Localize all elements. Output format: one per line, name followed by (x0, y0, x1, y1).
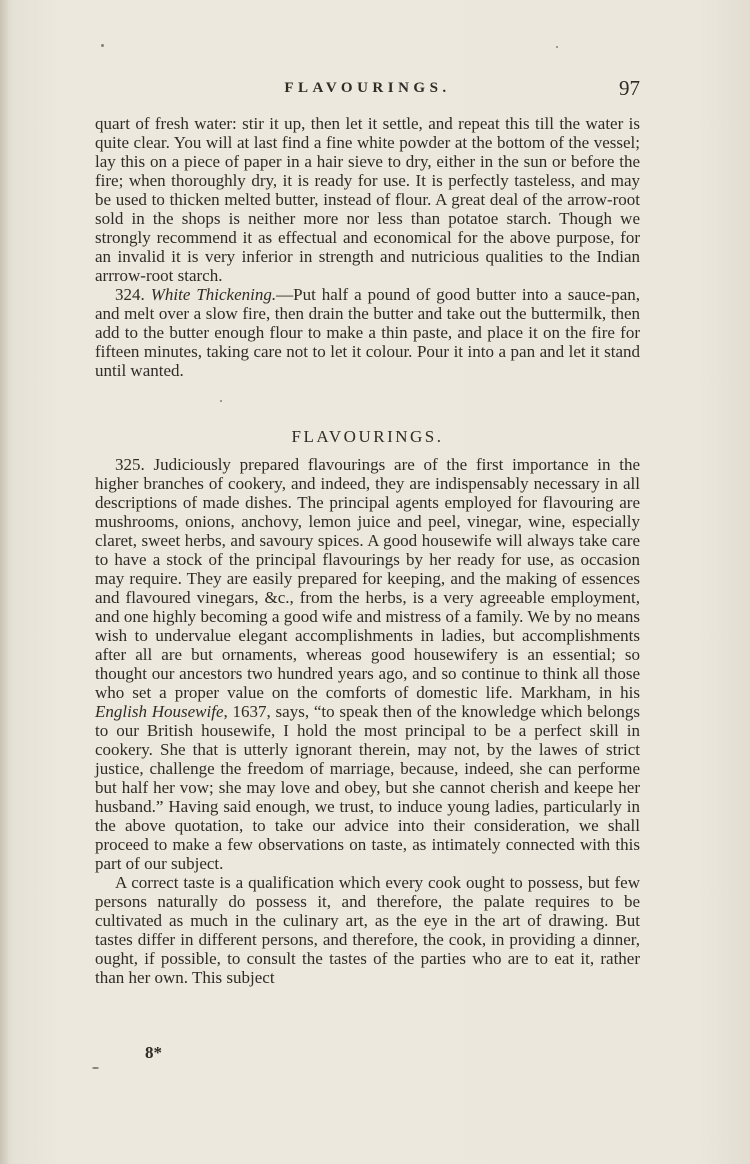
page-number: 97 (619, 76, 640, 100)
paragraph-325-text-a: 325. Judiciously prepared flavourings are of the first importance in the higher branches of cookery, and indeed, they are indispensably necessary in all descriptions of made dishes. The principal agents employed for flavouring are mushrooms, onions, anchovy, lemon juice and peel, vinegar, wine, especially claret, sweet herbs, and savoury spices. A good housewife will always take care to have a stock of the principal flavourings by her ready for use, as occasion may require. They are easily prepared for keeping, and the making of essences and flavoured vinegars, &c., from the herbs, is a very agreeable employment, and one highly becoming a good wife and mistress of a family. We by no means wish to undervalue elegant accomplishments in ladies, but accomplishments after all are but ornaments, whereas good housewifery is an essential; so thought our ancestors two hundred years ago, and so continue to think all those who set a proper value on the comforts of domestic life. Markham, in his (95, 455, 640, 702)
paragraph-325-book-title: English Housewife (95, 702, 224, 721)
paragraph-324-title: White Thickening. (150, 285, 277, 304)
main-text-block (95, 455, 640, 987)
signature-mark: 8* (145, 1043, 162, 1062)
paper-speck (220, 400, 222, 402)
closing-paragraph: A correct taste is a qualification which every cook ought to possess, but few persons naturally do possess it, and therefore, the palate requires to be cultivated as much in the culinary art, as the eye in the art of drawing. But tastes differ in different persons, and therefore, the cook, in providing a dinner, ought, if possible, to consult the tastes of the parties who are to eat it, rather than her own. This subject (95, 873, 640, 987)
paragraph-324-number: 324. (115, 285, 145, 304)
paper-speck (92, 1067, 99, 1069)
paper-speck (101, 44, 104, 47)
paragraph-324-text: —Put half a pound of good butter into a sauce-pan, and melt over a slow fire, then drain the butter and take out the buttermilk, then add to the butter enough flour to make a thin paste, and place it on the fire for fifteen minutes, taking care not to let it colour. Pour it into a pan and let it stand until wanted. (95, 285, 640, 380)
running-head (95, 76, 640, 104)
page-binding-edge (0, 0, 8, 1164)
intro-paragraph: quart of fresh water: stir it up, then let it settle, and repeat this till the water is quite clear. You will at last find a fine white powder at the bottom of the vessel; lay this on a piece of paper in a hair sieve to dry, either in the sun or before the fire; when thoroughly dry, it is ready for use. It is perfectly tasteless, and may be used to thicken melted butter, instead of flour. A great deal of the arrow-root sold in the shops is neither more nor less than potatoe starch. Though we strongly recommend it as effectual and economical for the above purpose, for an invalid it is very inferior in strength and nutricious qualities to the Indian arrrow-root starch. (95, 114, 640, 285)
section-heading: FLAVOURINGS. (291, 427, 444, 446)
top-text-block (95, 114, 640, 380)
paragraph-325 (95, 455, 640, 873)
running-head-title: FLAVOURINGS. (284, 80, 451, 96)
paragraph-324 (95, 285, 640, 380)
paper-speck (556, 46, 558, 48)
paragraph-325-text-b: , 1637, says, “to speak then of the knowledge which belongs to our British housewife, I hold the most principal to be a perfect skill in cookery. She that is utterly ignorant therein, may not, by the lawes of strict justice, challenge the freedom of marriage, because, indeed, she can performe but half her vow; she may love and obey, but she cannot cherish and keepe her husband.” Having said enough, we trust, to induce young ladies, particularly in the above quotation, to take our advice into their consideration, we shall proceed to make a few observations on taste, as intimately connected with this part of our subject. (95, 702, 640, 873)
